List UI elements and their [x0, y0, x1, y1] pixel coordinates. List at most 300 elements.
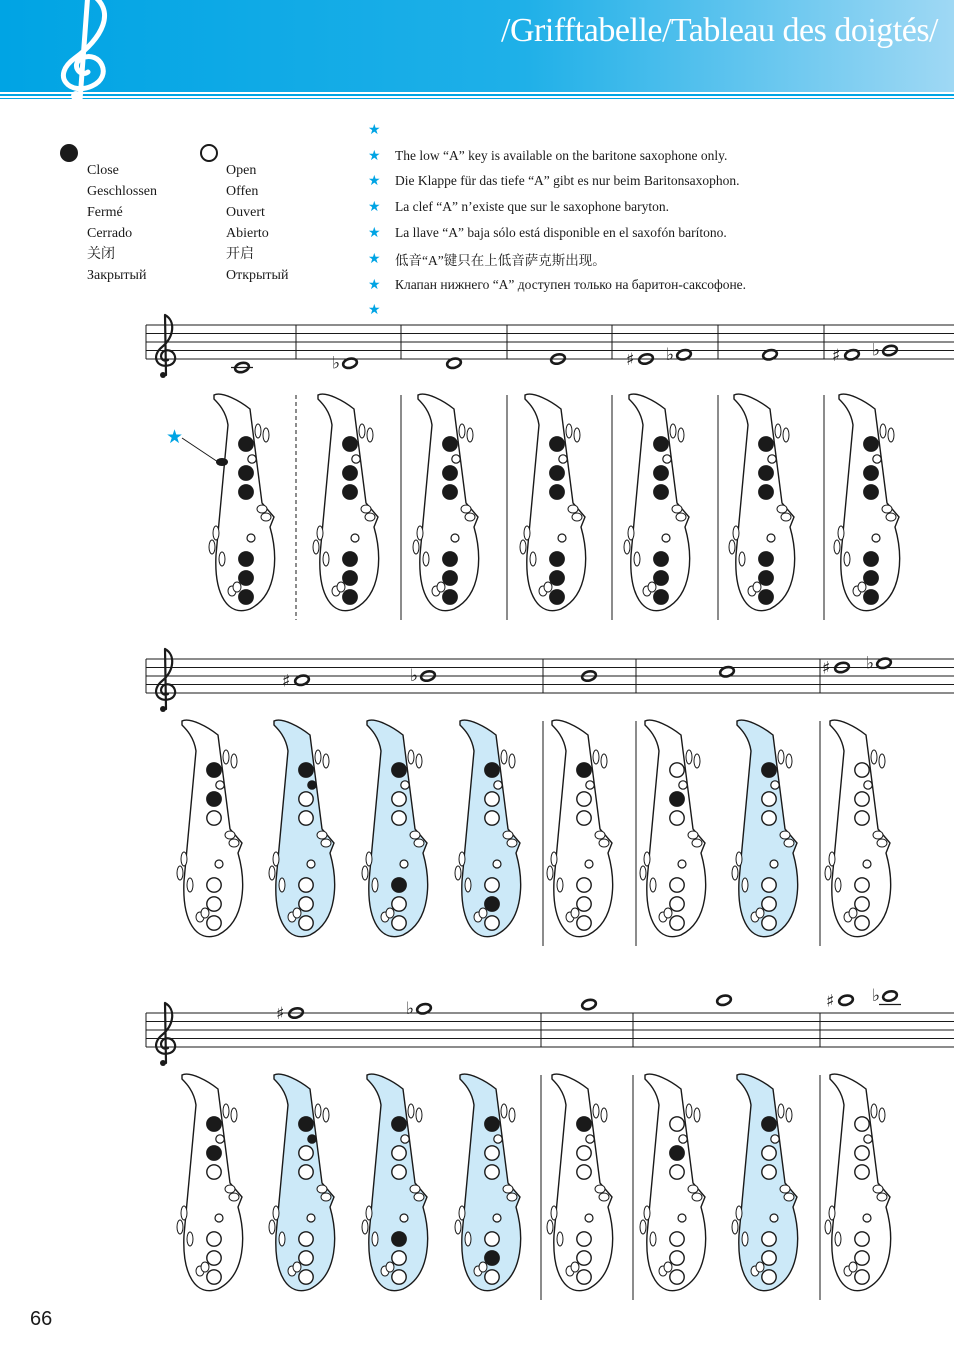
- legend-open-en: Open: [226, 163, 257, 178]
- note-text: La clef “A” n’existe que sur le saxophone baryton.: [395, 199, 670, 215]
- palm-key: [778, 1104, 784, 1118]
- closed-tone-hole: [762, 1117, 776, 1131]
- flat-sign-icon: ♭: [872, 986, 881, 1006]
- side-key: [729, 540, 735, 554]
- palm-key: [783, 428, 789, 442]
- fingering-row: [146, 315, 954, 620]
- palm-key: [223, 750, 229, 764]
- side-key: [882, 505, 892, 513]
- palm-key: [315, 750, 321, 764]
- palm-key: [367, 428, 373, 442]
- side-key: [877, 1193, 887, 1201]
- star-icon: ★: [368, 121, 381, 138]
- side-key: [414, 839, 424, 847]
- saxophone-diagram: [313, 394, 379, 611]
- closed-tone-hole: [239, 485, 253, 499]
- low-a-key: [216, 458, 228, 466]
- closed-tone-hole: [759, 590, 773, 604]
- side-key: [465, 878, 471, 892]
- open-tone-hole: [855, 811, 869, 825]
- side-tone-hole: [585, 1214, 593, 1222]
- open-tone-hole: [299, 1251, 313, 1265]
- side-key: [835, 878, 841, 892]
- side-tone-hole: [400, 1214, 408, 1222]
- open-bis-key: [771, 1135, 779, 1143]
- open-tone-hole: [855, 1251, 869, 1265]
- low-key: [386, 908, 394, 918]
- side-key: [599, 1193, 609, 1201]
- star-icon: ★: [368, 225, 381, 242]
- closed-tone-hole: [759, 485, 773, 499]
- closed-tone-hole: [207, 1146, 221, 1160]
- closed-tone-hole: [443, 571, 457, 585]
- palm-key: [786, 754, 792, 768]
- treble-clef-tail-icon: [160, 372, 166, 378]
- side-key: [317, 831, 327, 839]
- low-key: [664, 1262, 672, 1272]
- palm-key: [880, 424, 886, 438]
- side-key: [507, 839, 517, 847]
- open-tone-hole: [762, 1165, 776, 1179]
- side-key: [742, 1232, 748, 1246]
- closed-tone-hole: [392, 878, 406, 892]
- side-key: [269, 1220, 275, 1234]
- side-key: [547, 866, 553, 880]
- closed-tone-hole: [577, 1117, 591, 1131]
- closed-tone-hole: [343, 590, 357, 604]
- open-bis-key: [401, 781, 409, 789]
- palm-key: [323, 754, 329, 768]
- side-key: [209, 540, 215, 554]
- side-tone-hole: [872, 534, 880, 542]
- side-key: [269, 866, 275, 880]
- star-icon: ★: [368, 276, 381, 293]
- closed-tone-hole: [759, 437, 773, 451]
- saxophone-diagram: [640, 1074, 706, 1291]
- page-number: 66: [30, 1308, 53, 1330]
- open-tone-hole: [299, 878, 313, 892]
- open-tone-hole: [299, 1165, 313, 1179]
- low-key: [648, 582, 656, 592]
- side-key: [736, 1206, 742, 1220]
- side-tone-hole: [770, 1214, 778, 1222]
- closed-tone-hole: [239, 552, 253, 566]
- side-key: [366, 852, 372, 866]
- side-key: [640, 866, 646, 880]
- saxophone-diagram: [834, 394, 900, 611]
- saxophone-diagram: [520, 394, 586, 611]
- flat-sign-icon: ♭: [666, 344, 675, 365]
- open-tone-hole: [577, 792, 591, 806]
- side-key: [181, 1206, 187, 1220]
- page-title: /Grifftabelle/Tableau des doigtés/: [501, 12, 938, 49]
- legend-closed-en: Close: [87, 163, 119, 178]
- open-tone-hole: [762, 897, 776, 911]
- palm-key: [694, 1108, 700, 1122]
- open-tone-hole: [762, 916, 776, 930]
- palm-key: [871, 750, 877, 764]
- flat-sign-icon: ♭: [410, 666, 419, 686]
- side-key: [465, 513, 475, 521]
- legend-closed-de: Geschlossen: [87, 184, 157, 199]
- side-key: [834, 540, 840, 554]
- closed-tone-hole: [485, 1117, 499, 1131]
- treble-clef-tail-icon: [160, 706, 166, 712]
- open-tone-hole: [577, 916, 591, 930]
- open-tone-hole: [485, 1146, 499, 1160]
- low-key: [201, 1262, 209, 1272]
- flat-sign-icon: ♭: [872, 340, 881, 361]
- whole-note: [838, 994, 854, 1006]
- open-tone-hole: [207, 1251, 221, 1265]
- side-key: [219, 552, 225, 566]
- closed-tone-hole: [443, 485, 457, 499]
- open-tone-hole: [577, 897, 591, 911]
- open-tone-hole: [762, 1232, 776, 1246]
- side-tone-hole: [493, 860, 501, 868]
- palm-key: [574, 428, 580, 442]
- open-tone-hole: [670, 897, 684, 911]
- open-tone-hole: [485, 1232, 499, 1246]
- low-key: [233, 582, 241, 592]
- low-key: [544, 582, 552, 592]
- side-key: [742, 878, 748, 892]
- palm-key: [416, 1108, 422, 1122]
- side-key: [551, 852, 557, 866]
- open-bis-key: [864, 781, 872, 789]
- side-key: [784, 839, 794, 847]
- closed-tone-hole: [654, 571, 668, 585]
- open-bis-key: [679, 1135, 687, 1143]
- palm-key: [323, 1108, 329, 1122]
- side-key: [503, 831, 513, 839]
- side-key: [417, 526, 423, 540]
- side-tone-hole: [307, 1214, 315, 1222]
- open-bis-key: [768, 455, 776, 463]
- low-key: [849, 908, 857, 918]
- open-tone-hole: [762, 1146, 776, 1160]
- legend-closed-es: Cerrado: [87, 226, 133, 241]
- side-tone-hole: [678, 1214, 686, 1222]
- sharp-sign-icon: ♯: [626, 350, 635, 370]
- palm-key: [408, 750, 414, 764]
- closed-tone-hole: [443, 552, 457, 566]
- legend-open-es: Abierto: [226, 226, 269, 241]
- closed-tone-hole: [654, 590, 668, 604]
- star-icon: ★: [368, 173, 381, 190]
- side-key: [844, 552, 850, 566]
- open-tone-hole: [670, 1117, 684, 1131]
- closed-tone-hole: [343, 466, 357, 480]
- open-bis-key: [586, 781, 594, 789]
- side-key: [279, 878, 285, 892]
- palm-key: [416, 754, 422, 768]
- open-tone-hole: [855, 916, 869, 930]
- closed-tone-hole: [443, 466, 457, 480]
- side-tone-hole: [863, 1214, 871, 1222]
- open-bis-key: [663, 455, 671, 463]
- palm-key: [315, 1104, 321, 1118]
- legend-closed-ru: Закрытый: [87, 268, 147, 283]
- closed-tone-hole: [762, 763, 776, 777]
- palm-key: [501, 1104, 507, 1118]
- side-key: [461, 505, 471, 513]
- closed-tone-hole: [550, 571, 564, 585]
- open-tone-hole: [577, 811, 591, 825]
- open-tone-hole: [762, 811, 776, 825]
- side-key: [644, 1206, 650, 1220]
- closed-tone-hole: [343, 571, 357, 585]
- side-key: [624, 540, 630, 554]
- open-tone-hole: [207, 1270, 221, 1284]
- sharp-sign-icon: ♯: [282, 671, 291, 692]
- treble-clef-icon: [156, 649, 175, 709]
- saxophone-diagram: [640, 720, 706, 937]
- saxophone-diagram: [362, 720, 428, 937]
- side-key: [676, 513, 686, 521]
- side-key: [177, 1220, 183, 1234]
- closed-tone-hole: [864, 485, 878, 499]
- open-tone-hole: [392, 897, 406, 911]
- open-tone-hole: [762, 792, 776, 806]
- side-key: [279, 1232, 285, 1246]
- side-key: [362, 866, 368, 880]
- side-key: [317, 1185, 327, 1193]
- closed-tone-hole: [864, 437, 878, 451]
- side-key: [323, 552, 329, 566]
- sharp-sign-icon: ♯: [826, 991, 835, 1012]
- side-key: [225, 1185, 235, 1193]
- open-tone-hole: [762, 1270, 776, 1284]
- flat-sign-icon: ♭: [866, 653, 875, 674]
- side-key: [873, 1185, 883, 1193]
- palm-key: [231, 754, 237, 768]
- low-key: [293, 1262, 301, 1272]
- open-bis-key: [559, 455, 567, 463]
- saxophone-diagram: [455, 1074, 521, 1291]
- closed-tone-hole: [443, 437, 457, 451]
- palm-key: [879, 1108, 885, 1122]
- closed-tone-hole: [443, 590, 457, 604]
- saxophone-diagram: [624, 394, 690, 611]
- saxophone-diagram: [413, 394, 479, 611]
- side-key: [520, 540, 526, 554]
- open-tone-hole: [762, 878, 776, 892]
- closed-tone-hole: [239, 571, 253, 585]
- open-tone-hole: [207, 897, 221, 911]
- open-tone-hole: [855, 897, 869, 911]
- star-icon: ★: [368, 199, 381, 216]
- side-tone-hole: [585, 860, 593, 868]
- note-text: The low “A” key is available on the baritone saxophone only.: [395, 147, 728, 163]
- side-key: [835, 1232, 841, 1246]
- saxophone-diagram: [177, 720, 243, 937]
- flat-sign-icon: ♭: [406, 998, 415, 1019]
- open-tone-hole: [392, 1165, 406, 1179]
- closed-tone-hole: [207, 1117, 221, 1131]
- saxophone-diagram: [547, 1074, 613, 1291]
- saxophone-diagram: [362, 1074, 428, 1291]
- treble-clef-icon: [156, 1003, 175, 1063]
- side-tone-hole: [770, 860, 778, 868]
- side-key: [595, 831, 605, 839]
- closed-tone-hole: [299, 1117, 313, 1131]
- palm-key: [879, 754, 885, 768]
- open-tone-hole: [207, 916, 221, 930]
- side-key: [777, 505, 787, 513]
- open-bis-key: [679, 781, 687, 789]
- closed-tone-hole: [577, 763, 591, 777]
- side-key: [365, 513, 375, 521]
- palm-key: [231, 1108, 237, 1122]
- side-key: [634, 552, 640, 566]
- closed-tone-hole: [864, 590, 878, 604]
- side-key: [507, 1193, 517, 1201]
- side-key: [372, 878, 378, 892]
- side-tone-hole: [558, 534, 566, 542]
- saxophone-diagram: [825, 720, 891, 937]
- saxophone-diagram: [269, 720, 335, 937]
- side-key: [886, 513, 896, 521]
- low-key: [756, 1262, 764, 1272]
- side-tone-hole: [451, 534, 459, 542]
- side-tone-hole: [215, 1214, 223, 1222]
- star-icon: ★: [368, 250, 381, 267]
- side-key: [321, 1193, 331, 1201]
- side-key: [361, 505, 371, 513]
- closed-tone-hole: [550, 485, 564, 499]
- side-key: [177, 866, 183, 880]
- flat-sign-icon: ♭: [332, 353, 341, 374]
- open-tone-hole: [855, 1165, 869, 1179]
- low-key: [849, 1262, 857, 1272]
- side-key: [640, 1220, 646, 1234]
- open-tone-hole: [670, 763, 684, 777]
- side-key: [213, 526, 219, 540]
- closed-tone-hole: [759, 571, 773, 585]
- palm-key: [509, 754, 515, 768]
- saxophone-diagram: [825, 1074, 891, 1291]
- note-text: Die Klappe für das tiefe “A” gibt es nur beim Baritonsaxophon.: [395, 173, 740, 189]
- low-key: [753, 582, 761, 592]
- side-key: [257, 505, 267, 513]
- open-tone-hole: [577, 878, 591, 892]
- side-key: [650, 878, 656, 892]
- treble-clef-icon: [156, 315, 175, 375]
- whole-note: [716, 994, 732, 1006]
- open-tone-hole: [392, 1270, 406, 1284]
- side-key: [187, 1232, 193, 1246]
- side-key: [733, 526, 739, 540]
- palm-key: [408, 1104, 414, 1118]
- open-bis-key: [352, 455, 360, 463]
- open-tone-hole: [207, 878, 221, 892]
- legend-open-ru: Открытый: [226, 268, 289, 283]
- closed-tone-hole: [239, 590, 253, 604]
- side-key: [692, 1193, 702, 1201]
- open-tone-hole: [299, 916, 313, 930]
- side-key: [732, 1220, 738, 1234]
- open-bis-key: [216, 1135, 224, 1143]
- fingering-row: [146, 649, 954, 946]
- open-bis-key: [452, 455, 460, 463]
- open-tone-hole: [485, 792, 499, 806]
- low-key: [479, 908, 487, 918]
- side-key: [410, 1185, 420, 1193]
- side-tone-hole: [767, 534, 775, 542]
- side-tone-hole: [493, 1214, 501, 1222]
- palm-key: [223, 1104, 229, 1118]
- side-key: [595, 1185, 605, 1193]
- palm-key: [888, 428, 894, 442]
- side-key: [362, 1220, 368, 1234]
- closed-tone-hole: [392, 1232, 406, 1246]
- low-key: [571, 1262, 579, 1272]
- open-tone-hole: [207, 811, 221, 825]
- closed-tone-hole: [343, 437, 357, 451]
- low-key: [664, 908, 672, 918]
- side-key: [423, 552, 429, 566]
- side-key: [273, 1206, 279, 1220]
- star-icon: ★: [368, 302, 381, 319]
- note-text: La llave “A” baja sólo está disponible en el saxofón barítono.: [395, 225, 727, 241]
- low-key: [479, 1262, 487, 1272]
- open-bis-key: [873, 455, 881, 463]
- low-key: [571, 908, 579, 918]
- closed-tone-hole: [239, 437, 253, 451]
- side-key: [628, 526, 634, 540]
- whole-note: [882, 990, 898, 1002]
- side-key: [672, 505, 682, 513]
- palm-key: [686, 750, 692, 764]
- low-key: [337, 582, 345, 592]
- saxophone-diagram: [455, 720, 521, 937]
- sharp-sign-icon: ♯: [276, 1004, 285, 1024]
- open-bis-key: [864, 1135, 872, 1143]
- side-key: [568, 505, 578, 513]
- palm-key: [255, 424, 261, 438]
- side-tone-hole: [678, 860, 686, 868]
- side-key: [413, 540, 419, 554]
- closed-bis-key: [308, 1135, 316, 1143]
- open-tone-hole: [299, 897, 313, 911]
- open-tone-hole: [855, 763, 869, 777]
- side-key: [503, 1185, 513, 1193]
- closed-tone-hole: [864, 552, 878, 566]
- open-tone-hole: [577, 1146, 591, 1160]
- star-icon: ★: [368, 147, 381, 164]
- side-key: [414, 1193, 424, 1201]
- side-key: [572, 513, 582, 521]
- open-tone-hole: [299, 1146, 313, 1160]
- saxophone-diagram: [732, 720, 798, 937]
- open-tone-hole: [485, 916, 499, 930]
- side-key: [688, 1185, 698, 1193]
- side-tone-hole: [215, 860, 223, 868]
- legend-open-zh: 开启: [226, 247, 254, 262]
- palm-key: [775, 424, 781, 438]
- side-tone-hole: [662, 534, 670, 542]
- open-bis-key: [248, 455, 256, 463]
- side-tone-hole: [863, 860, 871, 868]
- closed-tone-hole: [343, 485, 357, 499]
- side-key: [739, 552, 745, 566]
- side-key: [599, 839, 609, 847]
- open-tone-hole: [207, 1232, 221, 1246]
- side-key: [825, 1220, 831, 1234]
- side-key: [644, 852, 650, 866]
- side-key: [225, 831, 235, 839]
